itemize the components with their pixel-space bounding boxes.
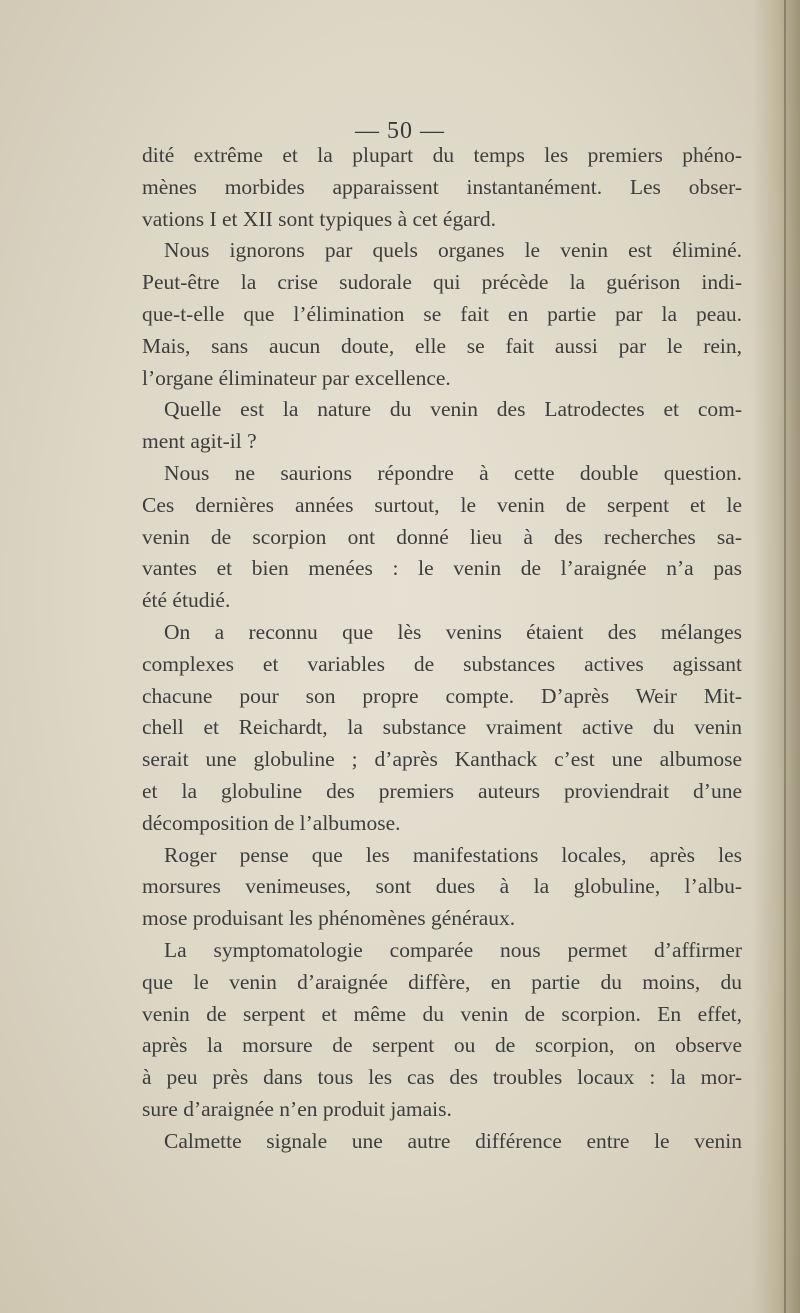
text-line: dité extrême et la plupart du temps les premiers phéno- — [142, 143, 742, 167]
page-number: — 50 — — [355, 118, 445, 144]
text-line: que le venin d’araignée diffère, en partie du moins, du — [142, 969, 742, 994]
text-line: complexes et variables de substances actives agissant — [142, 651, 742, 676]
page-edge-line — [784, 0, 786, 1313]
text-line: On a reconnu que lès venins étaient des mélanges — [164, 619, 742, 644]
text-line: venin de scorpion ont donné lieu à des recherches sa- — [142, 524, 742, 549]
text-line: vations I et XII sont typiques à cet égard. — [142, 206, 497, 231]
text-line: serait une globuline ; d’après Kanthack c’est une albumose — [142, 747, 742, 772]
text-line: l’organe éliminateur par excellence. — [142, 365, 451, 390]
body-text — [142, 140, 742, 1158]
text-line: après la morsure de serpent ou de scorpion, on observe — [142, 1033, 742, 1058]
text-line: ment agit-il ? — [142, 429, 257, 454]
text-line: Calmette signale une autre différence entre le venin — [164, 1128, 742, 1153]
text-line: Mais, sans aucun doute, elle se fait aussi par le rein, — [142, 333, 742, 358]
text-line: à peu près dans tous les cas des troubles locaux : la mor- — [142, 1065, 742, 1090]
text-line: mose produisant les phénomènes généraux. — [142, 906, 516, 931]
text-line: Nous ne saurions répondre à cette double question. — [164, 460, 742, 485]
text-line: chacune pour son propre compte. D’après Weir Mit- — [142, 683, 742, 708]
text-line: que-t-elle que l’élimination se fait en partie par la peau. — [142, 301, 742, 326]
text-line: morsures venimeuses, sont dues à la globuline, l’albu- — [142, 874, 742, 899]
text-line: La symptomatologie comparée nous permet d’affirmer — [164, 937, 742, 962]
text-line: Ces dernières années surtout, le venin de serpent et le — [142, 492, 742, 517]
text-line: chell et Reichardt, la substance vraiment active du venin — [142, 715, 742, 740]
text-line: venin de serpent et même du venin de scorpion. En effet, — [142, 1001, 742, 1026]
text-line: Roger pense que les manifestations locales, après les — [164, 842, 742, 867]
text-line: et la globuline des premiers auteurs proviendrait d’une — [142, 778, 742, 803]
text-line: mènes morbides apparaissent instantanément. Les obser- — [142, 174, 742, 199]
text-line: Nous ignorons par quels organes le venin est éliminé. — [164, 238, 742, 263]
text-line: Quelle est la nature du venin des Latrodectes et com- — [164, 397, 742, 422]
text-line: Peut-être la crise sudorale qui précède la guérison indi- — [142, 270, 742, 295]
text-line: vantes et bien menées : le venin de l’araignée n’a pas — [142, 556, 742, 581]
text-line: été étudié. — [142, 588, 231, 613]
text-line: décomposition de l’albumose. — [142, 810, 401, 835]
page-edge-shadow — [752, 0, 800, 1313]
text-line: sure d’araignée n’en produit jamais. — [142, 1096, 452, 1121]
